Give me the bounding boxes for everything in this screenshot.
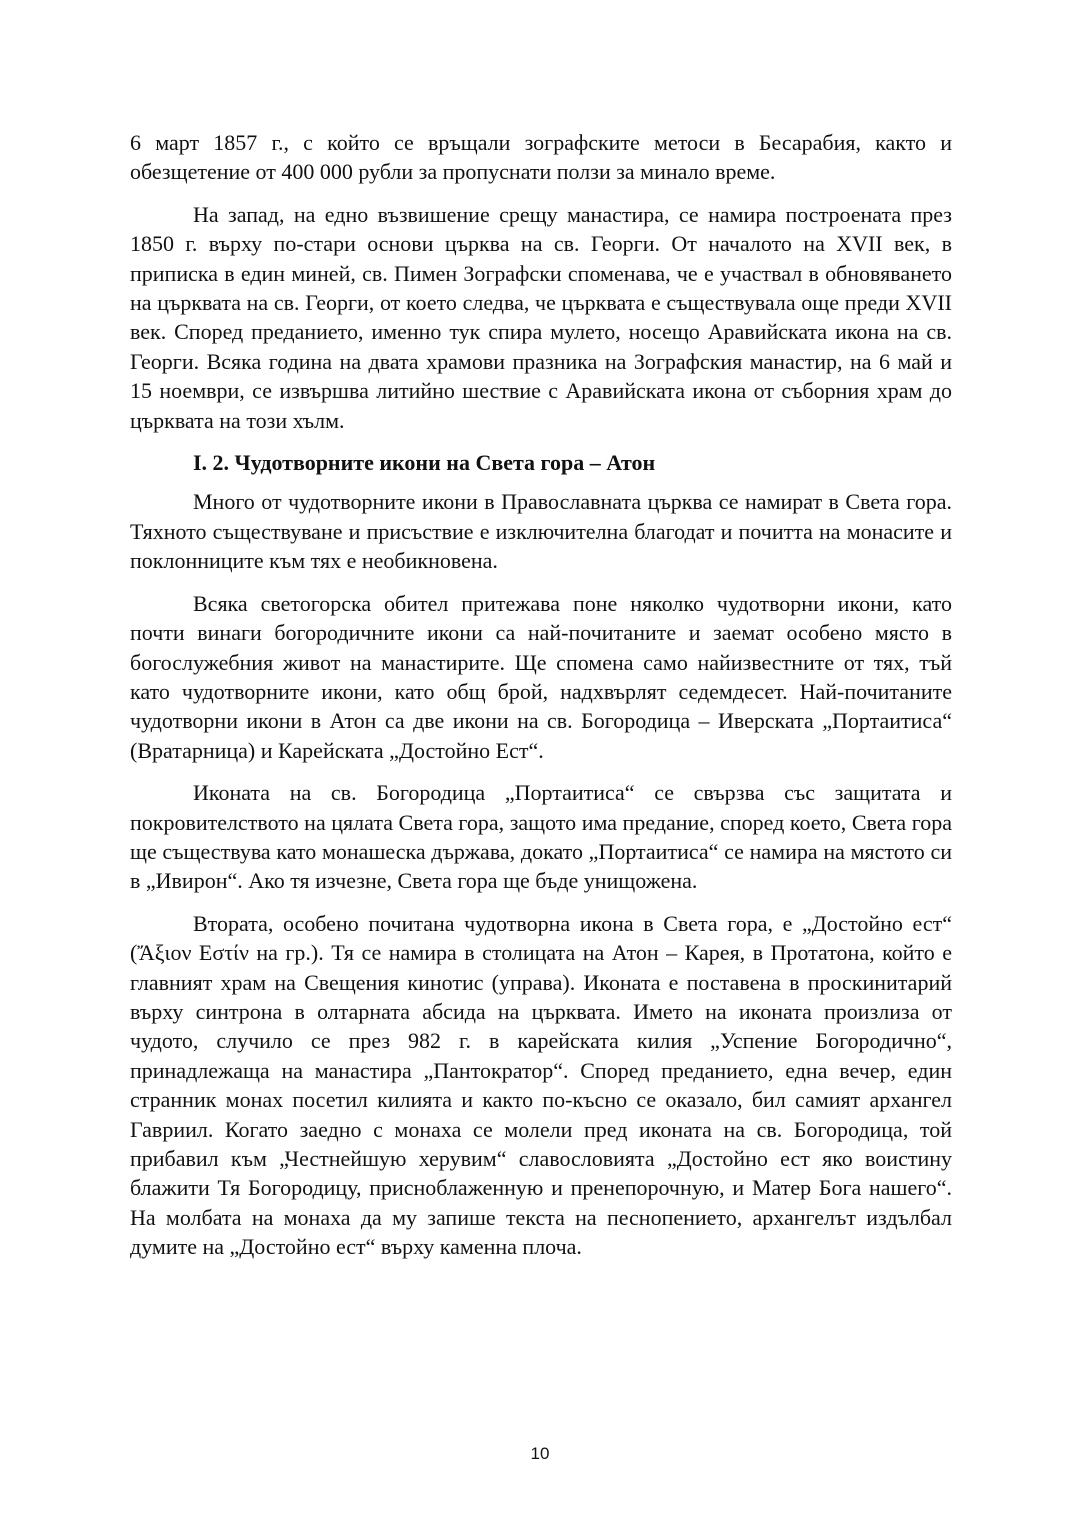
paragraph-portaitissa: Иконата на св. Богородица „Портаитиса“ се свързва със защитата и покровителството на цялата Света гора, защото има предание, според което, Света гора ще съществува като монашеска държава, докато „Портаитиса“ се намира на мястото си в „Ивирон“. Ако тя изчезне, Света гора ще бъде унищожена. (130, 780, 952, 894)
paragraph-continuation: 6 март 1857 г., с който се връщали зографските метоси в Бесарабия, както и обезщетение от 400 000 рубли за пропуснати ползи за минало време. (130, 130, 952, 185)
paragraph-st-george-church: На запад, на едно възвишение срещу манастира, се намира построената през 1850 г. върху по-стари основи църква на св. Георги. От началото на XVII век, в приписка в един миней, св. Пимен Зографски споменава, че е участвал в обновяването на църквата на св. Георги, от което следва, че църквата е съществувала още преди XVII век. Според преданието, именно тук спира мулето, носещо Аравийската икона на св. Георги. Всяка година на двата храмови празника на Зографския манастир, на 6 май и 15 ноември, се извършва литийно шествие с Аравийската икона от съборния храм до църквата на този хълм. (130, 201, 952, 433)
page-body (130, 128, 952, 1275)
paragraph-miraculous-icons-intro: Много от чудотворните икони в Православната църква се намират в Света гора. Тяхното съществуване и присъствие е изключителна благодат и почитта на монасите и поклонниците към тях е необикновена. (130, 489, 952, 574)
section-heading: I. 2. Чудотворните икони на Света гора – Атон (193, 450, 656, 476)
page-number: 10 (530, 1444, 550, 1463)
paragraph-most-venerated-icons: Всяка светогорска обител притежава поне няколко чудотворни икони, като почти винаги богородичните икони са най-почитаните и заемат особено място в богослужебния живот на манастирите. Ще спомена само найизвестните от тях, тъй като чудотворните икони, като общ брой, надхвърлят седемдесет. Най-почитаните чудотворни икони в Атон са две икони на св. Богородица – Иверската „Портаитиса“ (Вратарница) и Карейската „Достойно Ест“. (130, 590, 952, 763)
paragraph-axion-estin: Втората, особено почитана чудотворна икона в Света гора, е „Достойно ест“ (Ἄξιον Εστίν на гр.). Тя се намира в столицата на Атон – Карея, в Протатона, който е главният храм на Свещения кинотис (управа). Иконата е поставена в проскинитарий върху синтрона в олтарната абсида на църквата. Името на иконата произлиза от чудото, случило се през 982 г. в карейската килия „Успение Богородично“, принадлежаща на манастира „Пантократор“. Според преданието, една вечер, един странник монах посетил килията и както по-късно се оказало, бил самият архангел Гавриил. Когато заедно с монаха се молели пред иконата на св. Богородица, той прибавил към „Честнейшую херувим“ славословията „Достойно ест яко воистину блажити Тя Богородицу, присноблаженную и пренепорочную, и Матер Бога нашего“. На молбата на монаха да му запише текста на песнопението, архангелът издълбал думите на „Достойно ест“ върху каменна плоча. (130, 910, 952, 1260)
